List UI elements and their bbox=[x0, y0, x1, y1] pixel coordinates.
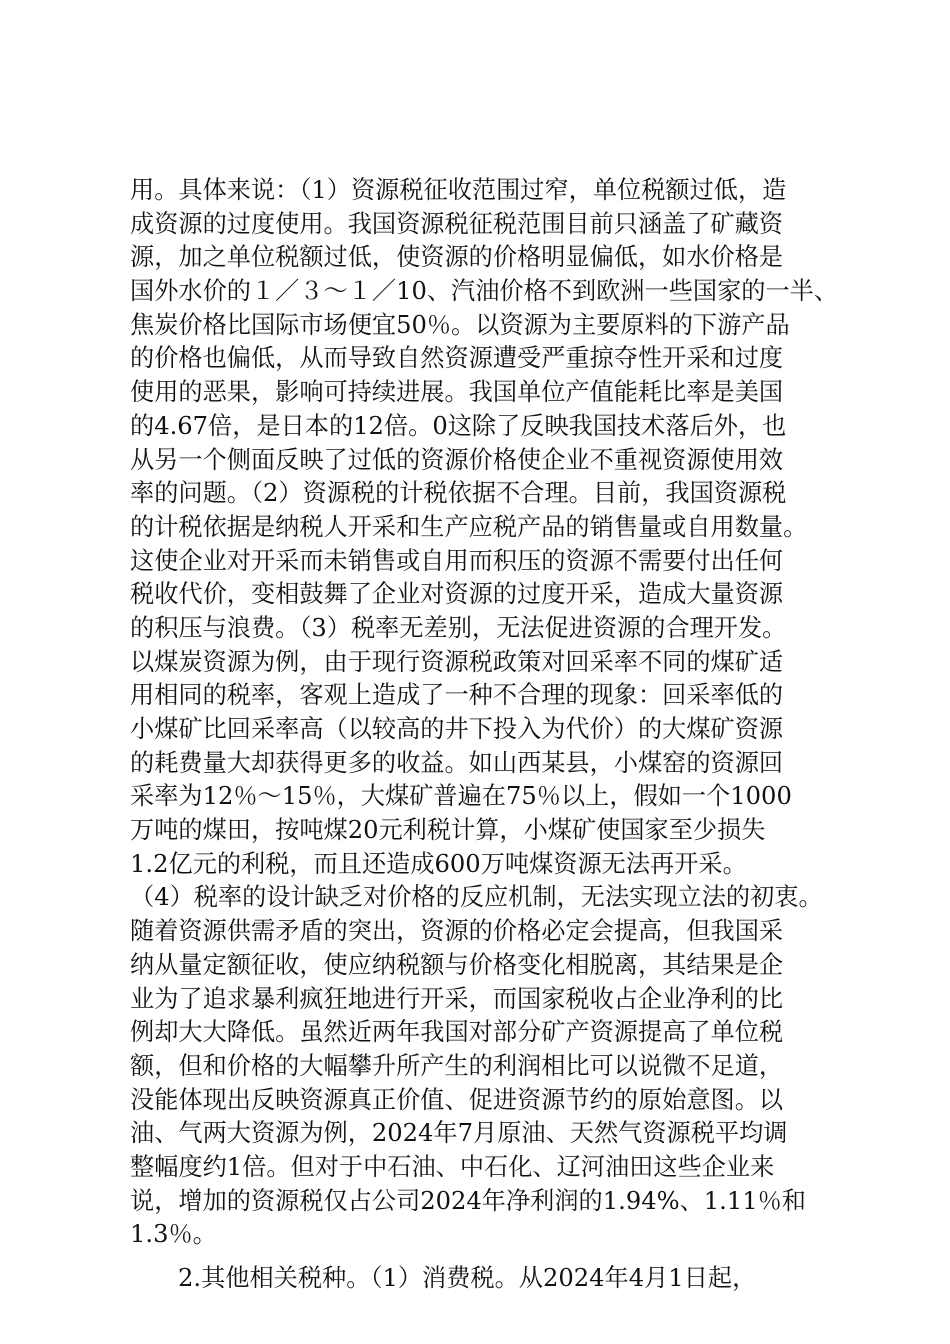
text-line: 额，但和价格的大幅攀升所产生的利润相比可以说微不足道， bbox=[130, 1051, 784, 1080]
text-line: 整幅度约1倍。但对于中石油、中石化、辽河油田这些企业来 bbox=[130, 1152, 775, 1181]
text-line: 万吨的煤田，按吨煤20元利税计算，小煤矿使国家至少损失 bbox=[130, 816, 766, 845]
text-line: 的4.67倍，是日本的12倍。0这除了反映我国技术落后外，也 bbox=[130, 411, 787, 440]
text-line: 随着资源供需矛盾的突出，资源的价格必定会提高，但我国采 bbox=[130, 917, 784, 946]
text-line: 用相同的税率，客观上造成了一种不合理的现象：回采率低的 bbox=[130, 681, 784, 710]
document-body bbox=[130, 174, 850, 1296]
paragraph-2 bbox=[130, 1262, 850, 1296]
text-line: 率的问题。（2）资源税的计税依据不合理。目前，我国资源税 bbox=[130, 479, 787, 508]
text-line: 焦炭价格比国际市场便宜50％。以资源为主要原料的下游产品 bbox=[130, 310, 790, 339]
text-line: 成资源的过度使用。我国资源税征税范围目前只涵盖了矿藏资 bbox=[130, 209, 784, 238]
text-line: 的计税依据是纳税人开采和生产应税产品的销售量或自用数量。 bbox=[130, 512, 808, 541]
text-line: 采率为12％～15％，大煤矿普遍在75％以上，假如一个1000 bbox=[130, 782, 792, 811]
text-line: 2.其他相关税种。（1）消费税。从2024年4月1日起， bbox=[178, 1264, 757, 1292]
text-line: 1.2亿元的利税，而且还造成600万吨煤资源无法再开采。 bbox=[130, 849, 747, 878]
text-line: 以煤炭资源为例，由于现行资源税政策对回采率不同的煤矿适 bbox=[130, 647, 784, 676]
text-line: 业为了追求暴利疯狂地进行开采，而国家税收占企业净利的比 bbox=[130, 984, 784, 1013]
text-line: 税收代价，变相鼓舞了企业对资源的过度开采，造成大量资源 bbox=[130, 580, 784, 609]
text-line: 油、气两大资源为例，2024年7月原油、天然气资源税平均调 bbox=[130, 1119, 788, 1148]
text-line: 用。具体来说：（1）资源税征收范围过窄，单位税额过低，造 bbox=[130, 176, 787, 204]
text-line: 使用的恶果，影响可持续进展。我国单位产值能耗比率是美国 bbox=[130, 378, 784, 407]
text-line: 的耗费量大却获得更多的收益。如山西某县，小煤窑的资源回 bbox=[130, 748, 784, 777]
text-line: 这使企业对开采而未销售或自用而积压的资源不需要付出任何 bbox=[130, 546, 784, 575]
text-line: 从另一个侧面反映了过低的资源价格使企业不重视资源使用效 bbox=[130, 445, 784, 474]
paragraph-spacing bbox=[130, 1252, 850, 1262]
text-line: 例却大大降低。虽然近两年我国对部分矿产资源提高了单位税 bbox=[130, 1018, 784, 1047]
text-line: 国外水价的１／３～１／10、汽油价格不到欧洲一些国家的一半、 bbox=[130, 277, 839, 306]
text-line: 说，增加的资源税仅占公司2024年净利润的1.94%、1.11％和 bbox=[130, 1186, 806, 1215]
text-line: 的积压与浪费。（3）税率无差别，无法促进资源的合理开发。 bbox=[130, 613, 787, 642]
text-line: 1.3％。 bbox=[130, 1220, 217, 1249]
text-line: 纳从量定额征收，使应纳税额与价格变化相脱离，其结果是企 bbox=[130, 950, 784, 979]
text-line: 小煤矿比回采率高（以较高的井下投入为代价）的大煤矿资源 bbox=[130, 715, 784, 743]
text-line: （4）税率的设计缺乏对价格的反应机制，无法实现立法的初衷。 bbox=[130, 883, 823, 912]
text-line: 的价格也偏低，从而导致自然资源遭受严重掠夺性开采和过度 bbox=[130, 344, 784, 373]
text-line: 没能体现出反映资源真正价值、促进资源节约的原始意图。以 bbox=[130, 1085, 784, 1114]
text-line: 源，加之单位税额过低，使资源的价格明显偏低，如水价格是 bbox=[130, 243, 784, 272]
paragraph-1 bbox=[130, 174, 850, 1252]
